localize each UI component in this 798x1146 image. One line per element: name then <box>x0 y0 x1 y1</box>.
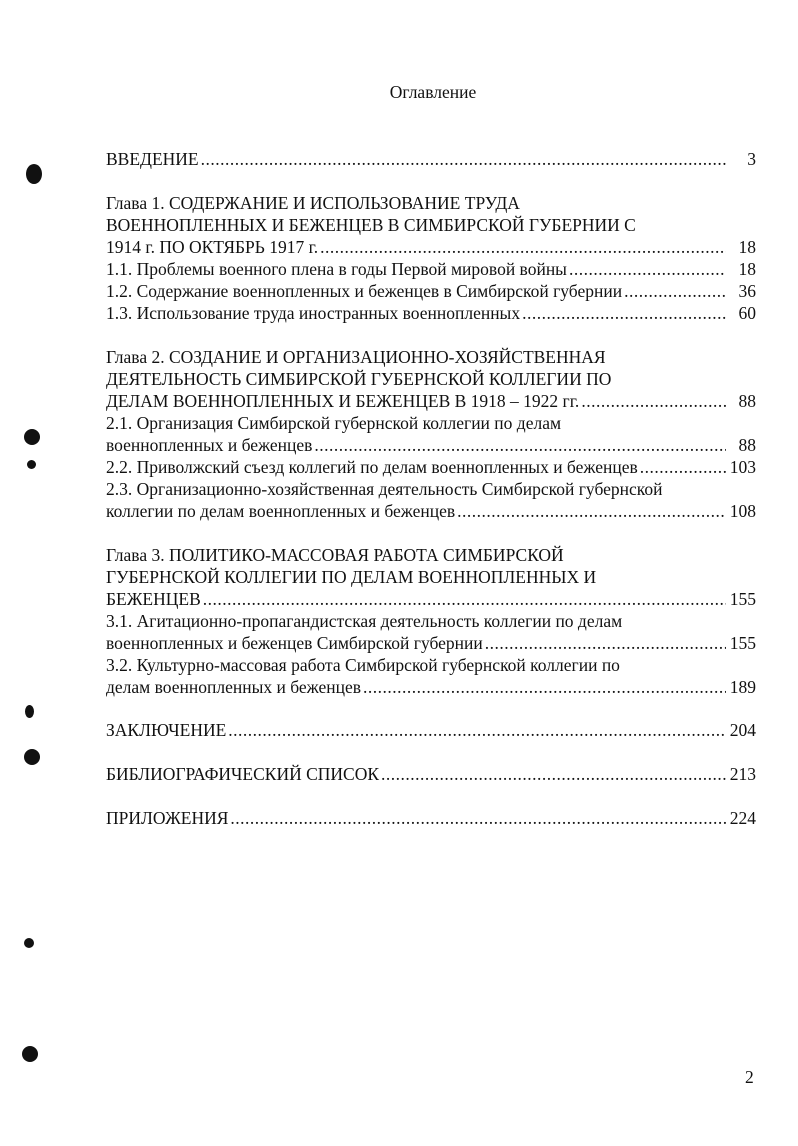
dot-leader <box>622 280 726 302</box>
binder-hole-mark <box>24 749 40 765</box>
toc-entry-appendices[interactable]: ПРИЛОЖЕНИЯ ..... 224 <box>106 807 756 829</box>
dot-leader <box>379 763 726 785</box>
toc-page: 88 <box>738 391 756 411</box>
dot-leader <box>638 456 726 478</box>
toc-entry-section-2-2[interactable]: 2.2. Приволжский съезд коллегий по делам военнопленных и беженцев ..... 103 <box>106 456 756 478</box>
chapter-title-line: БЕЖЕНЦЕВ <box>106 589 201 609</box>
chapter-title-line: Глава 3. ПОЛИТИКО-МАССОВАЯ РАБОТА СИМБИРСКОЙ <box>106 545 564 565</box>
chapter-title-line: ДЕЯТЕЛЬНОСТЬ СИМБИРСКОЙ ГУБЕРНСКОЙ КОЛЛЕГИИ ПО <box>106 369 612 389</box>
toc-page: 103 <box>729 457 756 477</box>
toc-page: 3 <box>747 149 756 169</box>
toc-page: 204 <box>729 720 756 740</box>
binder-hole-mark <box>24 938 34 948</box>
toc-page: 155 <box>729 633 756 653</box>
binder-hole-mark <box>22 1046 38 1062</box>
toc-page: 189 <box>729 677 756 697</box>
dot-leader <box>520 302 726 324</box>
toc-page: 60 <box>738 303 756 323</box>
toc-entry-conclusion[interactable]: ЗАКЛЮЧЕНИЕ ..... 204 <box>106 719 756 741</box>
dot-leader <box>318 236 726 258</box>
binder-hole-mark <box>24 429 40 445</box>
toc-entry-section-1-3[interactable]: 1.3. Использование труда иностранных военнопленных ..... 60 <box>106 302 756 324</box>
dot-leader <box>228 807 726 829</box>
toc-page: 224 <box>729 808 756 828</box>
toc-chapter-1[interactable] <box>106 192 756 324</box>
dot-leader <box>567 258 726 280</box>
toc-page: 18 <box>738 259 756 279</box>
binder-hole-mark <box>25 705 34 718</box>
toc-chapter-2[interactable] <box>106 346 756 522</box>
toc-entry-section-3-1[interactable]: 3.1. Агитационно-пропагандистская деятельность коллегии по делам военнопленных и беженцев Симбирской губернии ..... 155 <box>106 610 756 654</box>
chapter-title-line: ГУБЕРНСКОЙ КОЛЛЕГИИ ПО ДЕЛАМ ВОЕННОПЛЕННЫХ И <box>106 567 597 587</box>
chapter-title-line: Глава 2. СОЗДАНИЕ И ОРГАНИЗАЦИОННО-ХОЗЯЙСТВЕННАЯ <box>106 347 606 367</box>
dot-leader <box>201 588 726 610</box>
toc-entry-section-1-2[interactable]: 1.2. Содержание военнопленных и беженцев в Симбирской губернии ..... 36 <box>106 280 756 302</box>
dot-leader <box>226 719 726 741</box>
binder-hole-mark <box>26 164 42 184</box>
dot-leader <box>361 676 726 698</box>
dot-leader <box>483 632 726 654</box>
chapter-title-line: ВОЕННОПЛЕННЫХ И БЕЖЕНЦЕВ В СИМБИРСКОЙ ГУБЕРНИИ С <box>106 215 636 235</box>
toc-entry-section-2-1[interactable]: 2.1. Организация Симбирской губернской коллегии по делам военнопленных и беженцев ..... 88 <box>106 412 756 456</box>
dot-leader <box>312 434 726 456</box>
toc-entry-section-1-1[interactable]: 1.1. Проблемы военного плена в годы Первой мировой войны ..... 18 <box>106 258 756 280</box>
page-title: Оглавление <box>389 82 477 102</box>
toc-entry-introduction[interactable] <box>106 148 756 170</box>
toc-label: ВВЕДЕНИЕ <box>106 149 199 169</box>
toc-page: 108 <box>729 501 756 521</box>
toc-entry-bibliography[interactable]: БИБЛИОГРАФИЧЕСКИЙ СПИСОК ..... 213 <box>106 763 756 785</box>
page-number: 2 <box>745 1067 754 1087</box>
toc-entry-section-2-3[interactable]: 2.3. Организационно-хозяйственная деятельность Симбирской губернской коллегии по делам военнопленных и беженцев ..... 108 <box>106 478 756 522</box>
binder-hole-mark <box>27 460 36 469</box>
dot-leader <box>455 500 726 522</box>
chapter-title-line: Глава 1. СОДЕРЖАНИЕ И ИСПОЛЬЗОВАНИЕ ТРУДА <box>106 193 520 213</box>
toc-page: 155 <box>729 589 756 609</box>
toc-chapter-3[interactable] <box>106 544 756 698</box>
toc-page: 88 <box>738 435 756 455</box>
toc-page: 18 <box>738 237 756 257</box>
dot-leader <box>199 148 726 170</box>
chapter-title-line: 1914 г. ПО ОКТЯБРЬ 1917 г. <box>106 237 319 257</box>
chapter-title-line: ДЕЛАМ ВОЕННОПЛЕННЫХ И БЕЖЕНЦЕВ В 1918 – 1922 гг. <box>106 391 580 411</box>
toc-page: 36 <box>738 281 756 301</box>
dot-leader <box>579 390 726 412</box>
toc-page: 213 <box>729 764 756 784</box>
toc-entry-section-3-2[interactable]: 3.2. Культурно-массовая работа Симбирской губернской коллегии по делам военнопленных и беженцев ..... 189 <box>106 654 756 698</box>
